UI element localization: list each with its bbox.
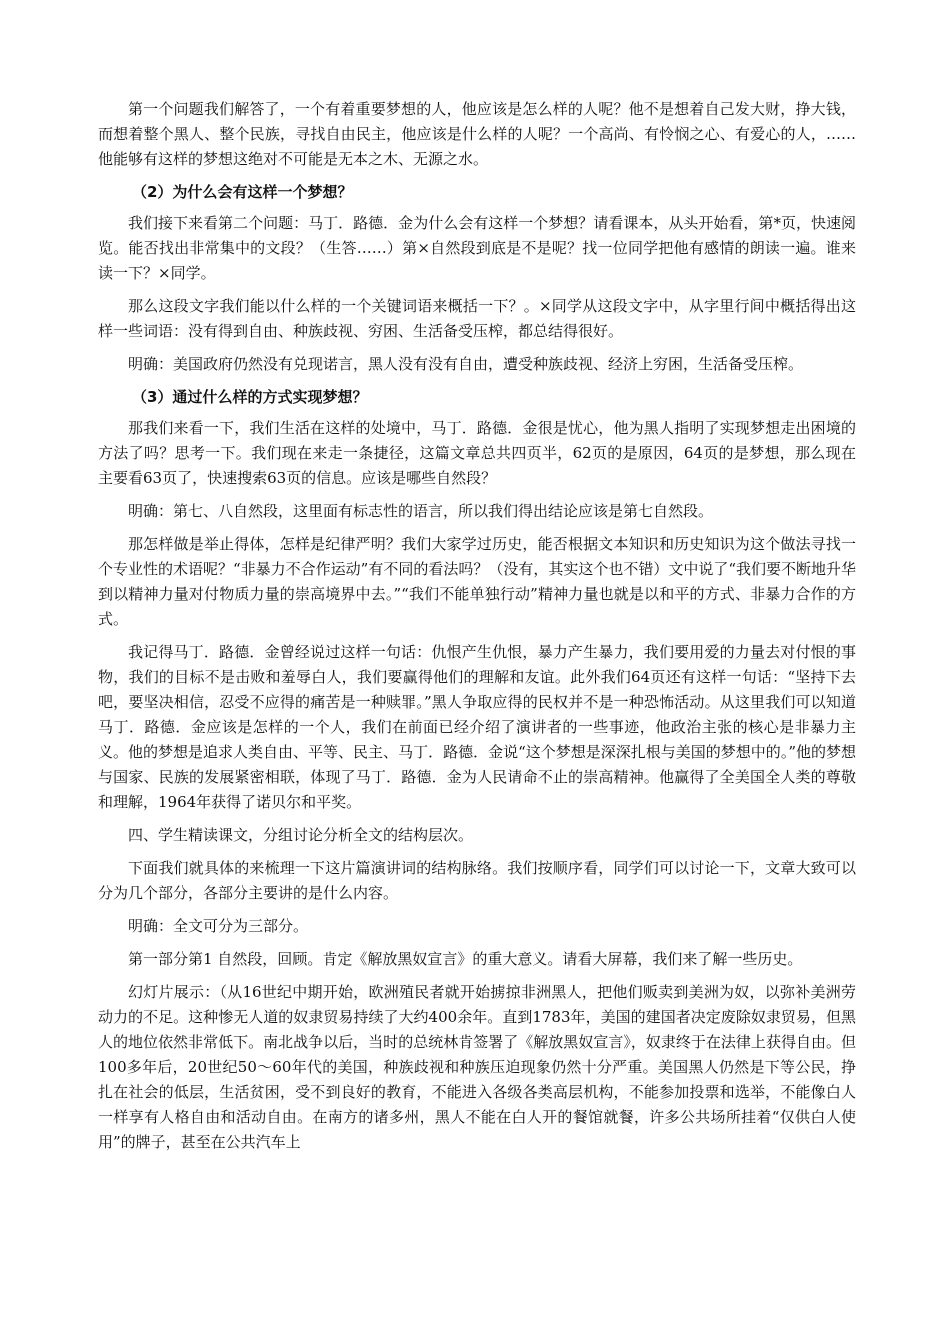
paragraph-11: 第一部分第1 自然段，回顾。肯定《解放黑奴宣言》的重大意义。请看大屏幕，我们来了解一些历史。 — [128, 950, 803, 968]
paragraph-2: 我们接下来看第二个问题：马丁．路德．金为什么会有这样一个梦想？请看课本，从头开始看，第*页，快速阅览。能否找出非常集中的文段？（生答……）第×自然段到底是不是呢？找一位同学把他有感情的朗读一遍。谁来读一下？×同学。 — [98, 214, 856, 282]
paragraph-3: 那么这段文字我们能以什么样的一个关键词语来概括一下？。×同学从这段文字中，从字里行间中概括得出这样一些词语：没有得到自由、种族歧视、穷困、生活备受压榨，都总结得很好。 — [98, 297, 856, 340]
paragraph-4: 明确：美国政府仍然没有兑现诺言，黑人没有没有自由，遭受种族歧视、经济上穷困，生活备受压榨。 — [128, 355, 804, 373]
section-four-title: 四、学生精读课文，分组讨论分析全文的结构层次。 — [128, 826, 474, 844]
paragraph-6: 明确：第七、八自然段，这里面有标志性的语言，所以我们得出结论应该是第七自然段。 — [128, 502, 714, 520]
paragraph-9: 下面我们就具体的来梳理一下这片篇演讲词的结构脉络。我们按顺序看，同学们可以讨论一下，文章大致可以分为几个部分，各部分主要讲的是什么内容。 — [98, 859, 856, 902]
paragraph-10: 明确：全文可分为三部分。 — [128, 917, 309, 935]
paragraph-7: 那怎样做是举止得体，怎样是纪律严明？我们大家学过历史，能否根据文本知识和历史知识为这个做法寻找一个专业性的术语呢？“非暴力不合作运动”有不同的看法吗？（没有，其实这个也不错）文中说了“我们要不断地升华到以精神力量对付物质力量的崇高境界中去。”“我们不能单独行动”精神力量也就是以和平的方式、非暴力合作的方式。 — [98, 535, 857, 628]
section-heading-3: （3）通过什么样的方式实现梦想？ — [132, 388, 368, 406]
document-page — [98, 97, 856, 1163]
paragraph-1: 第一个问题我们解答了，一个有着重要梦想的人，他应该是怎么样的人呢？他不是想着自己发大财，挣大钱，而想着整个黑人、整个民族，寻找自由民主，他应该是什么样的人呢？一个高尚、有怜悯之心、有爱心的人，……他能够有这样的梦想这绝对不可能是无本之木、无源之水。 — [98, 100, 856, 168]
paragraph-8: 我记得马丁．路德．金曾经说过这样一句话：仇恨产生仇恨，暴力产生暴力，我们要用爱的力量去对付恨的事物，我们的目标不是击败和羞辱白人，我们要赢得他们的理解和友谊。此外我们64页还有这样一句话：“坚持下去吧，要坚决相信，忍受不应得的痛苦是一种赎罪。”黑人争取应得的民权并不是一种恐怖活动。从这里我们可以知道马丁．路德．金应该是怎样的一个人，我们在前面已经介绍了演讲者的一些事迹，他政治主张的核心是非暴力主义。他的梦想是追求人类自由、平等、民主、马丁．路德．金说“这个梦想是深深扎根与美国的梦想中的。”他的梦想与国家、民族的发展紧密相联，体现了马丁．路德．金为人民请命不止的崇高精神。他赢得了全美国全人类的尊敬和理解，1964年获得了诺贝尔和平奖。 — [98, 643, 856, 811]
paragraph-12: 幻灯片展示：（从16世纪中期开始，欧洲殖民者就开始掳掠非洲黑人，把他们贩卖到美洲为奴，以弥补美洲劳动力的不足。这种惨无人道的奴隶贸易持续了大约400余年。直到1783年，美国的建国者决定废除奴隶贸易，但黑人的地位依然非常低下。南北战争以后，当时的总统林肯签署了《解放黑奴宣言》，奴隶终于在法律上获得自由。但100多年后，20世纪50～60年代的美国，种族歧视和种族压迫现象仍然十分严重。美国黑人仍然是下等公民，挣扎在社会的低层，生活贫困，受不到良好的教育，不能进入各级各类高层机构，不能参加投票和选举，不能像白人一样享有人格自由和活动自由。在南方的诸多州，黑人不能在白人开的餐馆就餐，许多公共场所挂着“仅供白人使用”的牌子，甚至在公共汽车上 — [98, 983, 856, 1151]
paragraph-5: 那我们来看一下，我们生活在这样的处境中，马丁．路德．金很是忧心，他为黑人指明了实现梦想走出困境的方法了吗？思考一下。我们现在来走一条捷径，这篇文章总共四页半，62页的是原因，64页的是梦想，那么现在主要看63页了，快速搜索63页的信息。应该是哪些自然段？ — [98, 419, 856, 487]
section-heading-2: （2）为什么会有这样一个梦想？ — [132, 183, 353, 201]
